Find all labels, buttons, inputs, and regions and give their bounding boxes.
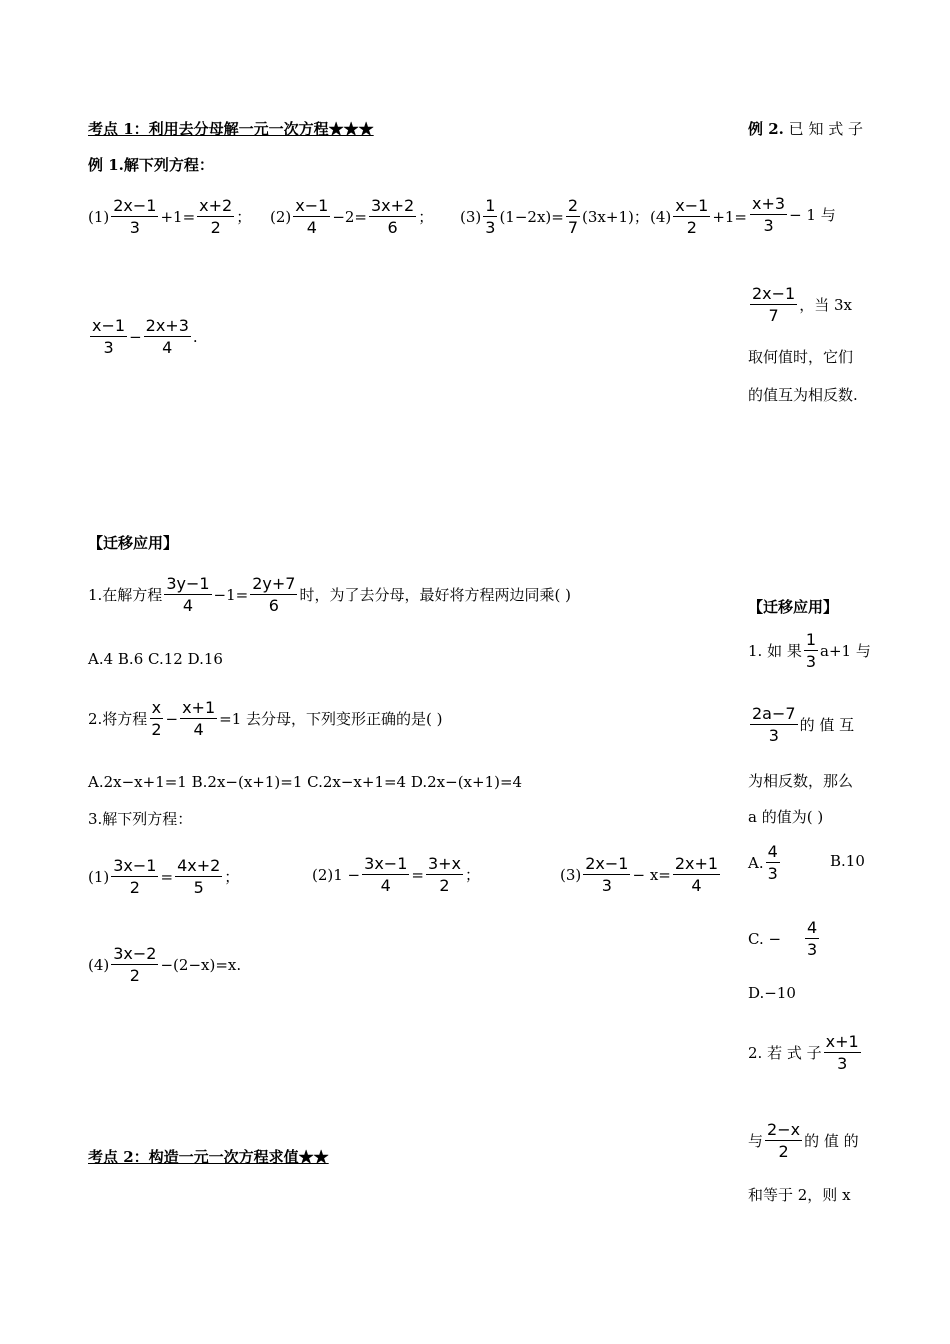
eq-end: ； bbox=[224, 868, 240, 886]
frac-numerator: x+3 bbox=[752, 194, 786, 213]
eq-label: (4) bbox=[88, 955, 110, 974]
frac-denominator: 3 bbox=[805, 652, 817, 671]
question-text: 1. 如 果 bbox=[748, 642, 802, 660]
transfer2-q1-line4: a 的值为( ) bbox=[748, 808, 824, 826]
fraction bbox=[111, 856, 158, 897]
eq-end: ； bbox=[236, 208, 252, 226]
fraction bbox=[805, 918, 819, 959]
frac-denominator: 4 bbox=[162, 338, 173, 357]
frac-numerator: 3x+2 bbox=[371, 196, 415, 215]
fraction bbox=[90, 316, 127, 357]
frac-numerator: 2−x bbox=[767, 1120, 801, 1139]
transfer1-q3-equation-2 bbox=[312, 854, 480, 895]
eq-operator: +1= bbox=[160, 207, 196, 226]
example1-equation-2 bbox=[270, 196, 433, 237]
frac-denominator: 3 bbox=[601, 876, 612, 895]
section1-title: 考点 1：利用去分母解一元一次方程★★★ bbox=[88, 120, 374, 138]
frac-numerator: 4 bbox=[767, 842, 778, 861]
frac-denominator: 4 bbox=[306, 218, 317, 237]
frac-denominator: 7 bbox=[567, 218, 579, 237]
fraction bbox=[369, 196, 416, 237]
eq-end: . bbox=[192, 327, 198, 346]
fraction bbox=[111, 196, 158, 237]
question-text: 与 bbox=[748, 1132, 764, 1150]
eq-operator: = bbox=[411, 865, 424, 884]
frac-numerator: 3y−1 bbox=[166, 574, 210, 593]
frac-numerator: 2 bbox=[567, 196, 579, 215]
question-text: 2. 若 式 子 bbox=[748, 1044, 822, 1062]
eq-end: ； bbox=[465, 866, 481, 884]
fraction bbox=[164, 574, 211, 615]
fraction bbox=[824, 1032, 861, 1073]
frac-numerator: x−1 bbox=[675, 196, 709, 215]
frac-denominator: 3 bbox=[129, 218, 140, 237]
fraction bbox=[111, 944, 158, 985]
frac-numerator: 1 bbox=[805, 630, 817, 649]
eq-label: (2)1 − bbox=[312, 865, 361, 884]
fraction bbox=[362, 854, 409, 895]
frac-numerator: 2a−7 bbox=[752, 704, 796, 723]
transfer2-q2-line3: 和等于 2，则 x bbox=[748, 1186, 851, 1204]
question-text: 2.将方程 bbox=[88, 710, 148, 728]
question-text: 的 值 互 bbox=[799, 716, 855, 734]
transfer1-question2 bbox=[88, 698, 443, 739]
frac-denominator: 2 bbox=[129, 966, 140, 985]
transfer1-q3-equation-4 bbox=[88, 944, 241, 985]
frac-denominator: 3 bbox=[807, 940, 818, 959]
eq-label: (2) bbox=[270, 207, 292, 226]
frac-denominator: 2 bbox=[778, 1142, 789, 1161]
frac-numerator: 2x−1 bbox=[113, 196, 157, 215]
fraction bbox=[566, 196, 580, 237]
eq-end: −(2−x)=x. bbox=[160, 955, 242, 974]
frac-denominator: 4 bbox=[193, 720, 204, 739]
transfer2-option-c bbox=[748, 918, 821, 959]
question-text: a+1 与 bbox=[820, 642, 871, 660]
frac-denominator: 6 bbox=[268, 596, 279, 615]
fraction bbox=[673, 196, 710, 237]
fraction bbox=[149, 698, 163, 739]
fraction bbox=[175, 856, 222, 897]
fraction bbox=[197, 196, 234, 237]
example1-equation-4-continued bbox=[88, 316, 198, 357]
fraction bbox=[750, 284, 797, 325]
frac-numerator: 2x+3 bbox=[145, 316, 189, 335]
section2-title: 考点 2：构造一元一次方程求值★★ bbox=[88, 1148, 329, 1166]
frac-numerator: x−1 bbox=[92, 316, 126, 335]
frac-numerator: 2x−1 bbox=[585, 854, 629, 873]
transfer2-q1-line3: 为相反数，那么 bbox=[748, 772, 854, 790]
eq-operator: − bbox=[165, 709, 179, 728]
transfer1-question3-title: 3.解下列方程： bbox=[88, 810, 193, 828]
frac-numerator: x+1 bbox=[825, 1032, 859, 1051]
frac-numerator: 1 bbox=[485, 196, 496, 215]
fraction bbox=[750, 704, 798, 745]
frac-denominator: 6 bbox=[387, 218, 398, 237]
eq-operator: = bbox=[160, 867, 174, 886]
fraction bbox=[766, 842, 780, 883]
frac-numerator: x bbox=[151, 698, 162, 717]
frac-denominator: 3 bbox=[768, 726, 779, 745]
question-text: 的 值 的 bbox=[804, 1132, 859, 1150]
frac-numerator: x+1 bbox=[182, 698, 216, 717]
fraction bbox=[426, 854, 463, 895]
question-text: =1 去分母，下列变形正确的是( ) bbox=[219, 710, 443, 728]
eq-label: (4) bbox=[650, 207, 672, 226]
example1-equation-3 bbox=[460, 196, 649, 237]
transfer1-q3-equation-1 bbox=[88, 856, 239, 897]
example2-line5: 的值互为相反数. bbox=[748, 386, 858, 404]
frac-numerator: 3x−1 bbox=[113, 856, 157, 875]
example2-text: − 1 与 bbox=[789, 206, 836, 224]
option-label: C. − bbox=[748, 929, 782, 948]
fraction bbox=[750, 194, 787, 235]
frac-numerator: 4x+2 bbox=[177, 856, 221, 875]
eq-label: (3) bbox=[560, 865, 582, 884]
option-label: A. bbox=[748, 853, 764, 872]
eq-operator: −1= bbox=[213, 585, 249, 604]
eq-end: ； bbox=[418, 208, 434, 226]
frac-numerator: x−1 bbox=[295, 196, 329, 215]
example2-text: 已 知 式 子 bbox=[788, 120, 863, 138]
fraction bbox=[804, 630, 818, 671]
fraction bbox=[293, 196, 330, 237]
transfer2-q1-line2 bbox=[748, 704, 854, 745]
transfer2-q1-line1 bbox=[748, 630, 871, 671]
eq-label: (1) bbox=[88, 207, 110, 226]
frac-denominator: 5 bbox=[193, 878, 204, 897]
eq-operator: (1−2x)= bbox=[499, 207, 564, 226]
frac-numerator: x+2 bbox=[199, 196, 233, 215]
fraction bbox=[765, 1120, 802, 1161]
question-text: 时，为了去分母，最好将方程两边同乘( ) bbox=[299, 586, 571, 604]
example2-line3 bbox=[748, 284, 852, 325]
frac-denominator: 2 bbox=[686, 218, 697, 237]
eq-end: (3x+1)； bbox=[582, 208, 649, 226]
eq-label: (3) bbox=[460, 207, 482, 226]
example1-title: 例 1.解下列方程： bbox=[88, 156, 214, 174]
example2-line1 bbox=[748, 118, 863, 139]
frac-numerator: 2x+1 bbox=[674, 854, 719, 873]
fraction bbox=[144, 316, 191, 357]
example1-equation-1 bbox=[88, 196, 251, 237]
frac-denominator: 3 bbox=[837, 1054, 848, 1073]
fraction bbox=[250, 574, 297, 615]
eq-operator: − x= bbox=[632, 865, 671, 884]
eq-operator: −2= bbox=[332, 207, 367, 226]
transfer2-option-b: B.10 bbox=[830, 852, 865, 870]
frac-numerator: 3+x bbox=[427, 854, 462, 873]
frac-numerator: 3x−2 bbox=[113, 944, 157, 963]
fraction bbox=[483, 196, 497, 237]
frac-denominator: 2 bbox=[129, 878, 140, 897]
transfer2-option-d: D.−10 bbox=[748, 984, 796, 1002]
example2-line4: 取何值时，它们 bbox=[748, 348, 854, 366]
fraction bbox=[180, 698, 217, 739]
frac-numerator: 3x−1 bbox=[364, 854, 408, 873]
fraction bbox=[673, 854, 720, 895]
example2-line2 bbox=[748, 194, 836, 235]
transfer1-question2-options: A.2x−x+1=1 B.2x−(x+1)=1 C.2x−x+1=4 D.2x−(x+1)=4 bbox=[88, 773, 523, 791]
transfer1-q3-equation-3 bbox=[560, 854, 722, 895]
frac-denominator: 4 bbox=[691, 876, 702, 895]
frac-denominator: 4 bbox=[380, 876, 391, 895]
eq-operator: − bbox=[129, 327, 142, 346]
question-text: 1.在解方程 bbox=[88, 586, 163, 604]
transfer1-title: 【迁移应用】 bbox=[88, 534, 179, 552]
frac-denominator: 2 bbox=[151, 720, 162, 739]
transfer2-q2-line1 bbox=[748, 1032, 863, 1073]
transfer2-option-a bbox=[748, 842, 782, 883]
eq-operator: +1= bbox=[712, 207, 747, 226]
frac-denominator: 3 bbox=[767, 864, 778, 883]
example1-equation-4 bbox=[650, 196, 747, 237]
frac-numerator: 4 bbox=[807, 918, 818, 937]
transfer1-question1 bbox=[88, 574, 571, 615]
frac-denominator: 2 bbox=[439, 876, 450, 895]
frac-denominator: 3 bbox=[485, 218, 496, 237]
frac-denominator: 7 bbox=[768, 306, 779, 325]
frac-numerator: 2x−1 bbox=[752, 284, 796, 303]
transfer2-q2-line2 bbox=[748, 1120, 859, 1161]
example2-title: 例 2. bbox=[748, 120, 784, 138]
frac-numerator: 2y+7 bbox=[252, 574, 296, 593]
frac-denominator: 2 bbox=[210, 218, 221, 237]
transfer2-title: 【迁移应用】 bbox=[748, 598, 839, 616]
transfer1-question1-options: A.4 B.6 C.12 D.16 bbox=[88, 650, 223, 668]
frac-denominator: 3 bbox=[103, 338, 114, 357]
example2-text: ，当 3x bbox=[799, 296, 853, 314]
frac-denominator: 3 bbox=[763, 216, 774, 235]
fraction bbox=[583, 854, 630, 895]
eq-label: (1) bbox=[88, 867, 110, 886]
frac-denominator: 4 bbox=[182, 596, 194, 615]
